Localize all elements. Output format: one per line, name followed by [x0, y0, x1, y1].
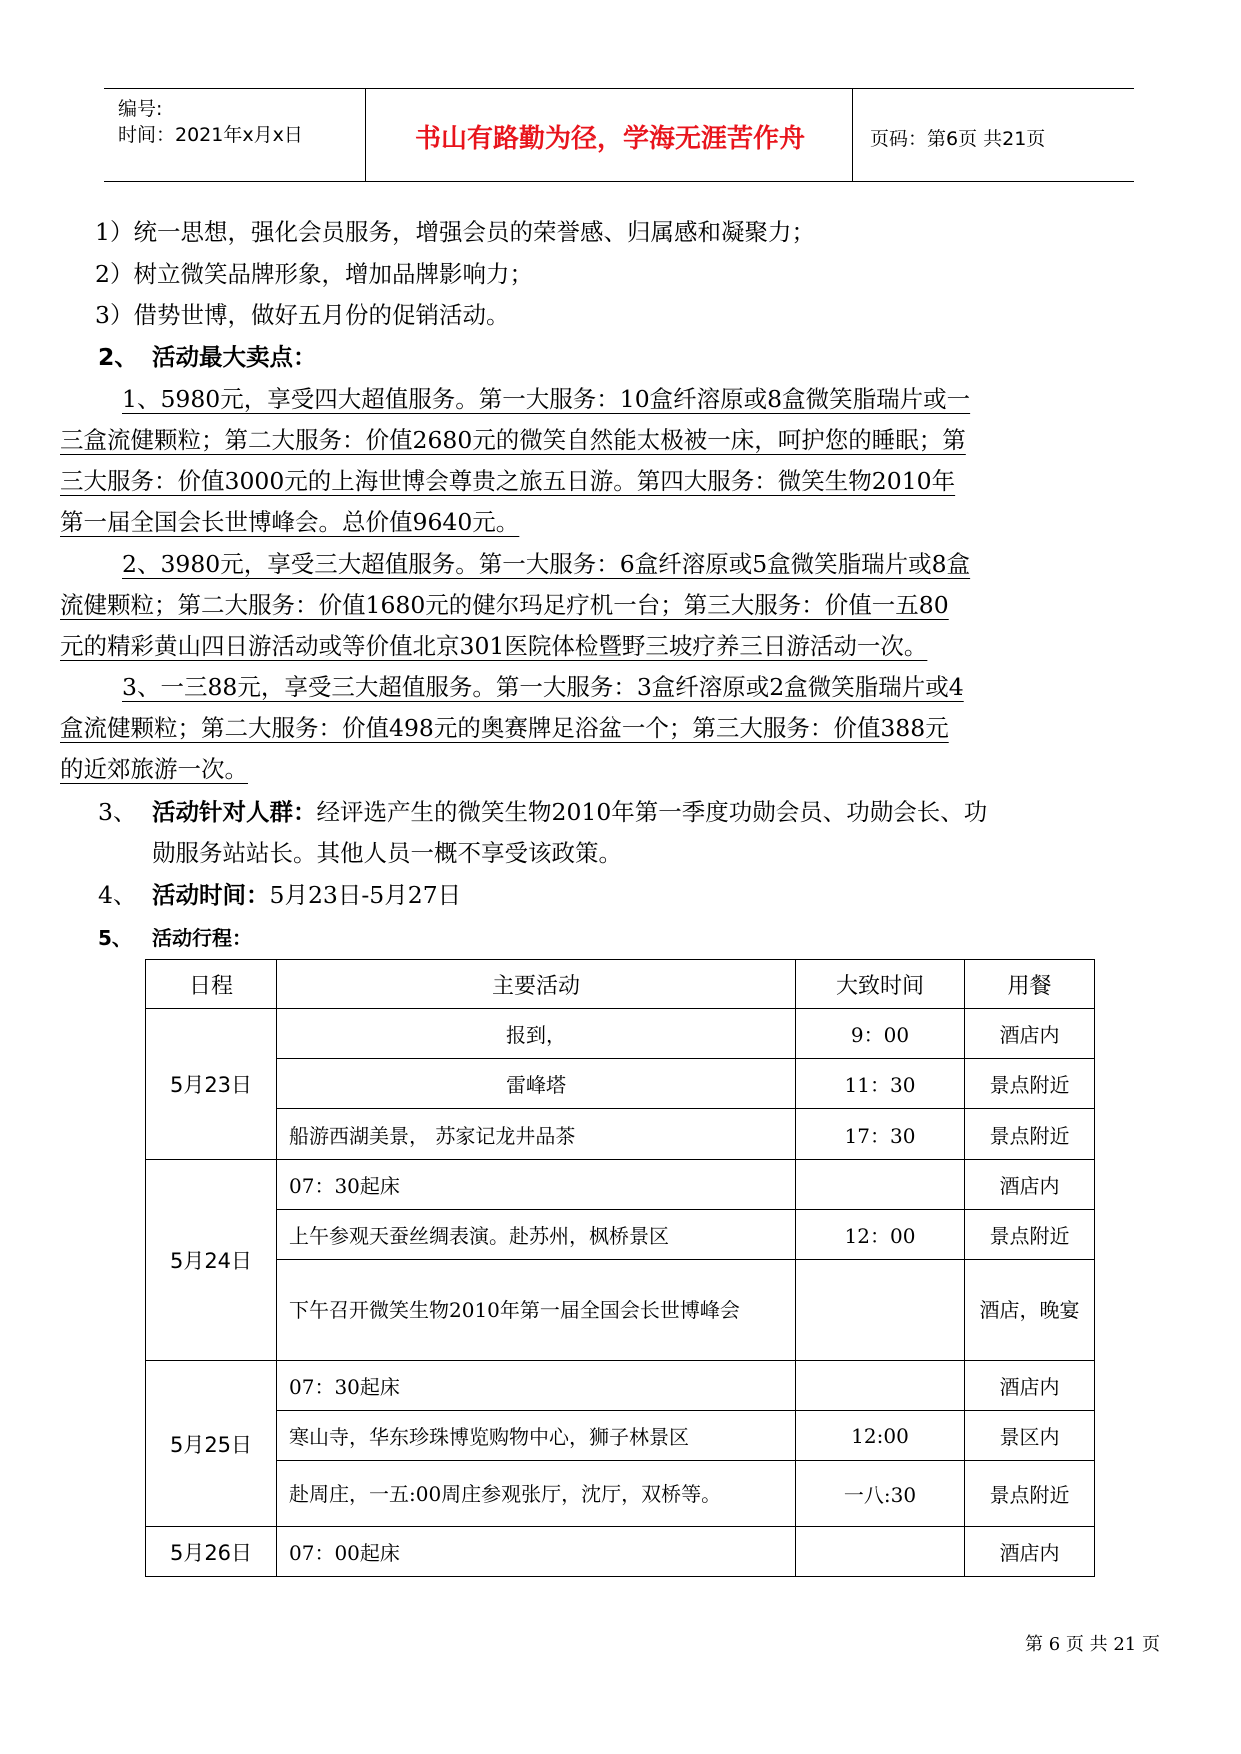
meal-cell: 景点附近 — [965, 1210, 1095, 1260]
column-header: 大致时间 — [796, 960, 965, 1009]
table-row — [146, 1461, 1095, 1527]
date-cell: 5月24日 — [146, 1160, 277, 1361]
header-top-rule — [104, 88, 1134, 89]
time-cell: 17：30 — [796, 1109, 965, 1160]
date-cell: 5月26日 — [146, 1527, 277, 1577]
meal-cell: 景点附近 — [965, 1059, 1095, 1109]
table-row — [146, 1260, 1095, 1361]
selling-point-line: 元的精彩黄山四日游活动或等价值北京301医院体检暨野三坡疗养三日游活动一次。 — [60, 632, 928, 660]
section-line: 勋服务站站长。其他人员一概不享受该政策。 — [152, 839, 622, 867]
date-cell: 5月23日 — [146, 1009, 277, 1160]
section-title: 活动最大卖点： — [152, 343, 317, 371]
table-row — [146, 1527, 1095, 1577]
meal-cell: 景点附近 — [965, 1109, 1095, 1160]
activity-cell: 07：30起床 — [277, 1361, 796, 1411]
section-number: 4、 — [98, 881, 137, 909]
time-cell — [796, 1361, 965, 1411]
activity-cell: 寒山寺，华东珍珠博览购物中心，狮子林景区 — [277, 1411, 796, 1461]
meal-cell: 酒店，晚宴 — [965, 1260, 1095, 1361]
header-divider — [852, 88, 853, 182]
time-cell — [796, 1527, 965, 1577]
page-header — [104, 88, 1134, 182]
activity-cell: 上午参观天蚕丝绸表演。赴苏州，枫桥景区 — [277, 1210, 796, 1260]
column-header: 日程 — [146, 960, 277, 1009]
section-number: 2、 — [98, 343, 138, 371]
table-row — [146, 1361, 1095, 1411]
activity-cell: 雷峰塔 — [277, 1059, 796, 1109]
selling-point-line: 流健颗粒；第二大服务：价值1680元的健尔玛足疗机一台；第三大服务：价值一五80 — [60, 591, 949, 619]
section-number: 3、 — [98, 798, 137, 826]
meal-cell: 酒店内 — [965, 1527, 1095, 1577]
activity-cell: 下午召开微笑生物2010年第一届全国会长世博峰会 — [277, 1260, 796, 1361]
selling-point-line: 2、3980元，享受三大超值服务。第一大服务：6盒纤溶原或5盒微笑脂瑞片或8盒 — [122, 550, 971, 578]
table-row — [146, 1411, 1095, 1461]
meal-cell: 景点附近 — [965, 1461, 1095, 1527]
activity-cell: 赴周庄，一五:00周庄参观张厅，沈厅，双桥等。 — [277, 1461, 796, 1527]
section-number: 5、 — [98, 926, 132, 950]
activity-cell: 报到， — [277, 1009, 796, 1059]
column-header: 用餐 — [965, 960, 1095, 1009]
selling-point-line: 3、一三88元，享受三大超值服务。第一大服务：3盒纤溶原或2盒微笑脂瑞片或4 — [122, 673, 964, 701]
column-header: 主要活动 — [277, 960, 796, 1009]
time-cell — [796, 1160, 965, 1210]
selling-point-line: 三大服务：价值3000元的上海世博会尊贵之旅五日游。第四大服务：微笑生物2010年 — [60, 467, 956, 495]
activity-cell: 07：00起床 — [277, 1527, 796, 1577]
time-cell: 11：30 — [796, 1059, 965, 1109]
goal-item: 3）借势世博，做好五月份的促销活动。 — [95, 301, 510, 329]
meal-cell: 酒店内 — [965, 1009, 1095, 1059]
doc-time-label: 时间：2021年x月x日 — [118, 124, 303, 146]
header-bottom-rule — [104, 181, 1134, 182]
meal-cell: 酒店内 — [965, 1361, 1095, 1411]
selling-point-line: 盒流健颗粒；第二大服务：价值498元的奥赛牌足浴盆一个；第三大服务：价值388元 — [60, 714, 949, 742]
selling-point-line: 三盒流健颗粒；第二大服务：价值2680元的微笑自然能太极被一床，呵护您的睡眠；第 — [60, 426, 966, 454]
table-row — [146, 1009, 1095, 1059]
goal-item: 2）树立微笑品牌形象，增加品牌影响力； — [95, 260, 533, 288]
section-line: 活动针对人群：经评选产生的微笑生物2010年第一季度功勋会员、功勋会长、功 — [152, 798, 988, 826]
table-header-row — [146, 960, 1095, 1009]
time-cell: 9：00 — [796, 1009, 965, 1059]
header-divider — [365, 88, 366, 182]
header-page-label: 页码：第6页 共21页 — [870, 128, 1046, 150]
selling-point-line: 的近郊旅游一次。 — [60, 755, 248, 783]
activity-cell: 07：30起床 — [277, 1160, 796, 1210]
goal-item: 1）统一思想，强化会员服务，增强会员的荣誉感、归属感和凝聚力； — [95, 218, 815, 246]
schedule-table — [145, 959, 1095, 1577]
table-row — [146, 1210, 1095, 1260]
activity-cell: 船游西湖美景， 苏家记龙井品茶 — [277, 1109, 796, 1160]
table-row — [146, 1160, 1095, 1210]
time-cell: 12:00 — [796, 1411, 965, 1461]
doc-number-label: 编号: — [118, 98, 163, 120]
meal-cell: 酒店内 — [965, 1160, 1095, 1210]
time-cell: 12：00 — [796, 1210, 965, 1260]
section-line: 活动时间：5月23日-5月27日 — [152, 881, 462, 909]
section-title: 活动行程： — [152, 926, 252, 950]
meal-cell: 景区内 — [965, 1411, 1095, 1461]
time-cell — [796, 1260, 965, 1361]
date-cell: 5月25日 — [146, 1361, 277, 1527]
selling-point-line: 第一届全国会长世博峰会。总价值9640元。 — [60, 508, 520, 536]
time-cell: 一八:30 — [796, 1461, 965, 1527]
table-row — [146, 1109, 1095, 1160]
header-motto: 书山有路勤为径，学海无涯苦作舟 — [414, 124, 805, 154]
page-footer: 第 6 页 共 21 页 — [1025, 1634, 1160, 1655]
selling-point-line: 1、5980元，享受四大超值服务。第一大服务：10盒纤溶原或8盒微笑脂瑞片或一 — [122, 385, 971, 413]
table-row — [146, 1059, 1095, 1109]
